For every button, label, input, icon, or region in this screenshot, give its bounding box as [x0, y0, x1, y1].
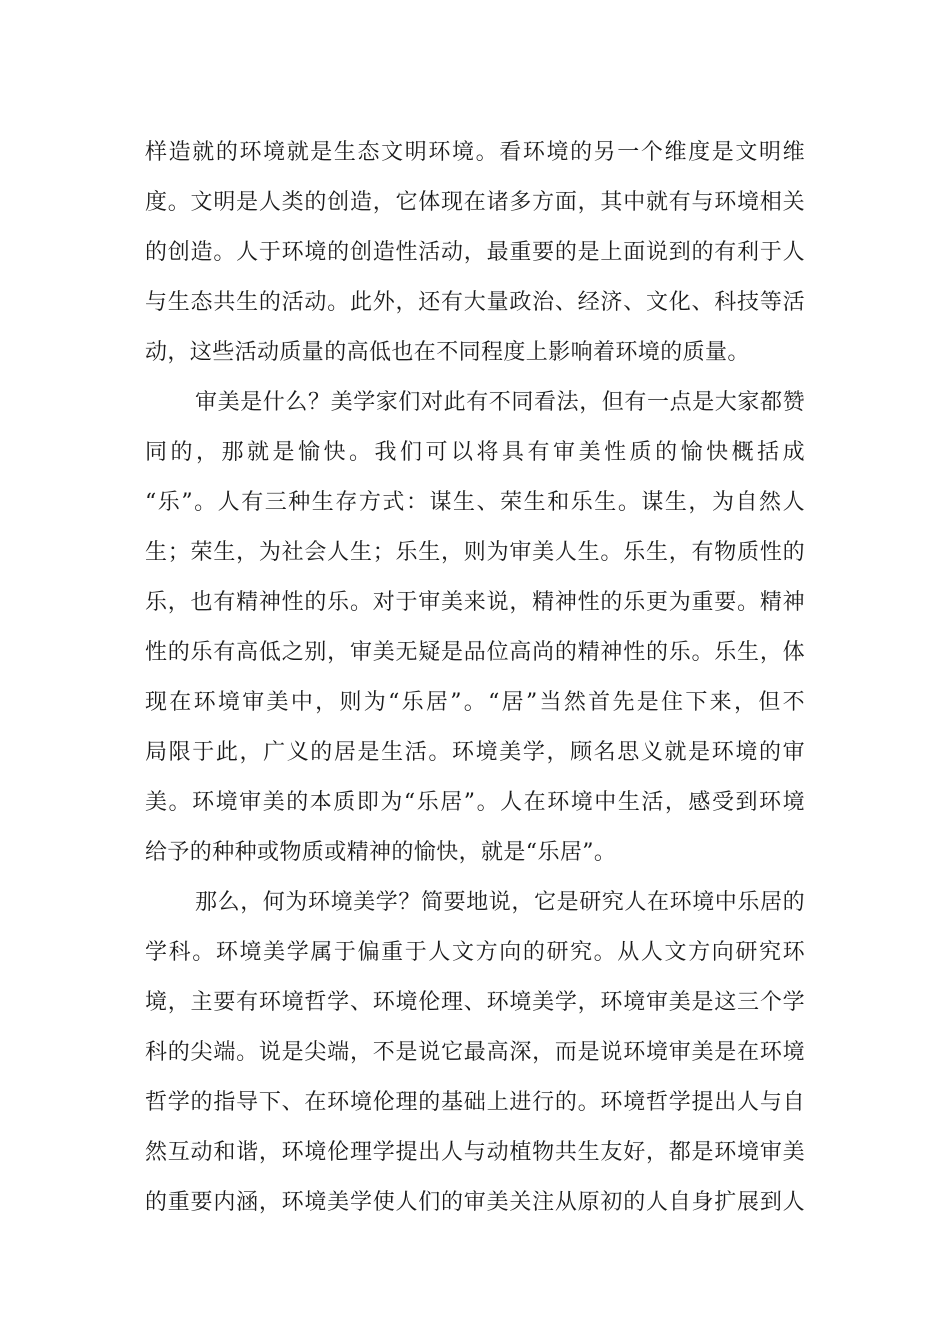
text-line: 哲学的指导下、在环境伦理的基础上进行的。环境哲学提出人与自 [145, 1090, 805, 1115]
text-line: 生；荣生，为社会人生；乐生，则为审美人生。乐生，有物质性的 [145, 540, 805, 565]
text-line: 与生态共生的活动。此外，还有大量政治、经济、文化、科技等活 [145, 290, 805, 315]
text-line: 现在环境审美中，则为“乐居”。“居”当然首先是住下来，但不 [145, 690, 805, 715]
text-line: 的创造。人于环境的创造性活动，最重要的是上面说到的有利于人 [145, 240, 805, 265]
text-line: 乐，也有精神性的乐。对于审美来说，精神性的乐更为重要。精神 [145, 590, 805, 615]
text-line: “乐”。人有三种生存方式：谋生、荣生和乐生。谋生，为自然人 [145, 490, 805, 515]
text-line: 度。文明是人类的创造，它体现在诸多方面，其中就有与环境相关 [145, 190, 805, 215]
text-line: 科的尖端。说是尖端，不是说它最高深，而是说环境审美是在环境 [145, 1040, 805, 1065]
text-line: 动，这些活动质量的高低也在不同程度上影响着环境的质量。 [145, 340, 750, 365]
text-line: 境，主要有环境哲学、环境伦理、环境美学，环境审美是这三个学 [145, 990, 805, 1015]
text-line: 同的，那就是愉快。我们可以将具有审美性质的愉快概括成 [145, 440, 805, 465]
paragraph-first-line: 审美是什么？美学家们对此有不同看法，但有一点是大家都赞 [195, 390, 805, 415]
text-line: 给予的种种或物质或精神的愉快，就是“乐居”。 [145, 840, 617, 865]
text-line: 美。环境审美的本质即为“乐居”。人在环境中生活，感受到环境 [145, 790, 805, 815]
text-line: 的重要内涵，环境美学使人们的审美关注从原初的人自身扩展到人 [145, 1190, 805, 1215]
paragraph-first-line: 那么，何为环境美学？简要地说，它是研究人在环境中乐居的 [195, 890, 805, 915]
text-line: 样造就的环境就是生态文明环境。看环境的另一个维度是文明维 [145, 140, 805, 165]
text-line: 然互动和谐，环境伦理学提出人与动植物共生友好，都是环境审美 [145, 1140, 805, 1165]
text-line: 局限于此，广义的居是生活。环境美学，顾名思义就是环境的审 [145, 740, 805, 765]
text-line: 性的乐有高低之别，审美无疑是品位高尚的精神性的乐。乐生，体 [145, 640, 805, 665]
text-line: 学科。环境美学属于偏重于人文方向的研究。从人文方向研究环 [145, 940, 805, 965]
